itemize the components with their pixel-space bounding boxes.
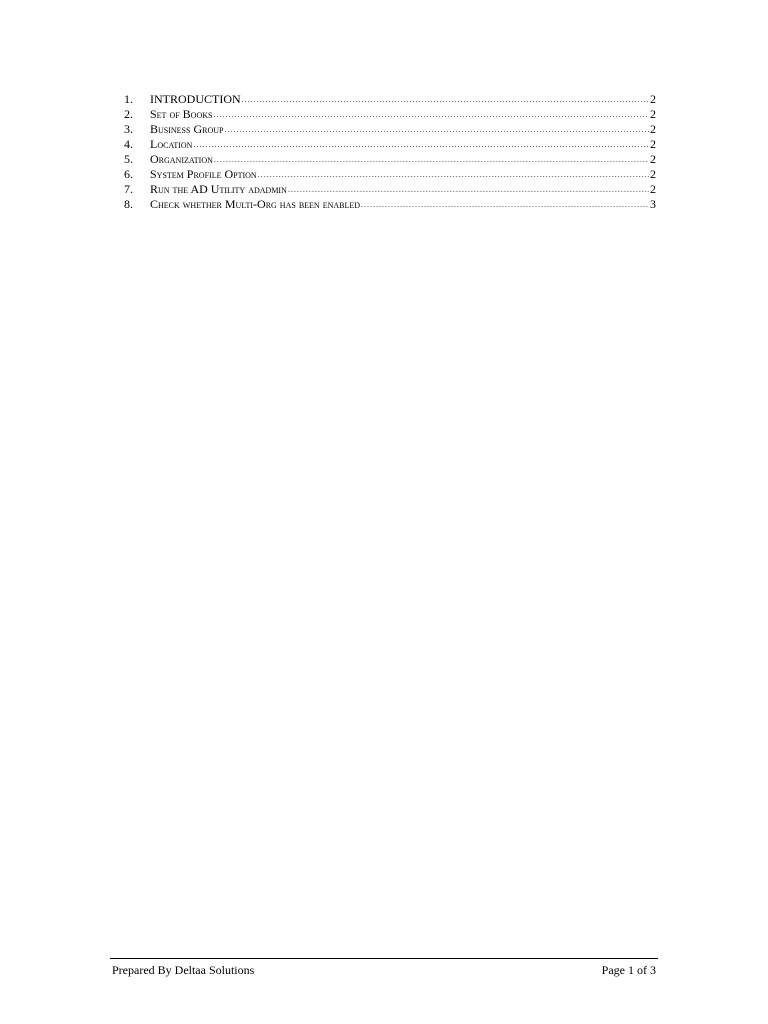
toc-entry[interactable] (124, 152, 656, 167)
toc-entry-title: Location (150, 137, 193, 151)
toc-entry-number: 1. (124, 92, 133, 106)
toc-entry-number: 2. (124, 107, 133, 121)
toc-entry-title: Run the AD Utility adadmin (150, 182, 287, 196)
toc-leader-dots (288, 182, 649, 197)
toc-entry-number: 8. (124, 197, 133, 211)
toc-entry-title: System Profile Option (150, 167, 257, 181)
toc-leader-dots (214, 152, 649, 167)
footer-prepared-by: Prepared By Deltaa Solutions (112, 963, 255, 977)
toc-leader-dots (224, 122, 649, 137)
toc-entry[interactable] (124, 167, 656, 182)
toc-entry-page: 2 (650, 152, 656, 166)
toc-entry-page: 2 (650, 122, 656, 136)
toc-entry[interactable] (124, 197, 656, 212)
toc-entry-page: 2 (650, 167, 656, 181)
toc-entry[interactable] (124, 137, 656, 152)
toc-leader-dots (213, 107, 649, 122)
footer-page-number: Page 1 of 3 (601, 963, 656, 977)
table-of-contents (124, 92, 656, 212)
toc-entry[interactable] (124, 182, 656, 197)
toc-entry-page: 2 (650, 137, 656, 151)
toc-leader-dots (258, 167, 649, 182)
toc-entry-page: 3 (650, 197, 656, 211)
toc-entry-number: 6. (124, 167, 133, 181)
toc-entry-title: Check whether Multi-Org has been enabled (150, 197, 361, 211)
toc-leader-dots (193, 137, 649, 152)
toc-entry-number: 3. (124, 122, 133, 136)
toc-entry-page: 2 (650, 92, 656, 106)
toc-entry-title: Set of Books (150, 107, 213, 121)
toc-entry-number: 5. (124, 152, 133, 166)
toc-entry-title: Business Group (150, 122, 224, 136)
toc-leader-dots (361, 197, 649, 212)
toc-entry-page: 2 (650, 107, 656, 121)
toc-entry[interactable] (124, 92, 656, 107)
toc-entry-title: INTRODUCTION (150, 92, 241, 106)
toc-entry-title: Organization (150, 152, 213, 166)
page-footer (112, 963, 656, 977)
toc-entry[interactable] (124, 122, 656, 137)
toc-entry[interactable] (124, 107, 656, 122)
toc-leader-dots (242, 92, 649, 107)
toc-entry-number: 4. (124, 137, 133, 151)
toc-entry-page: 2 (650, 182, 656, 196)
footer-divider (110, 958, 658, 959)
toc-entry-number: 7. (124, 182, 133, 196)
